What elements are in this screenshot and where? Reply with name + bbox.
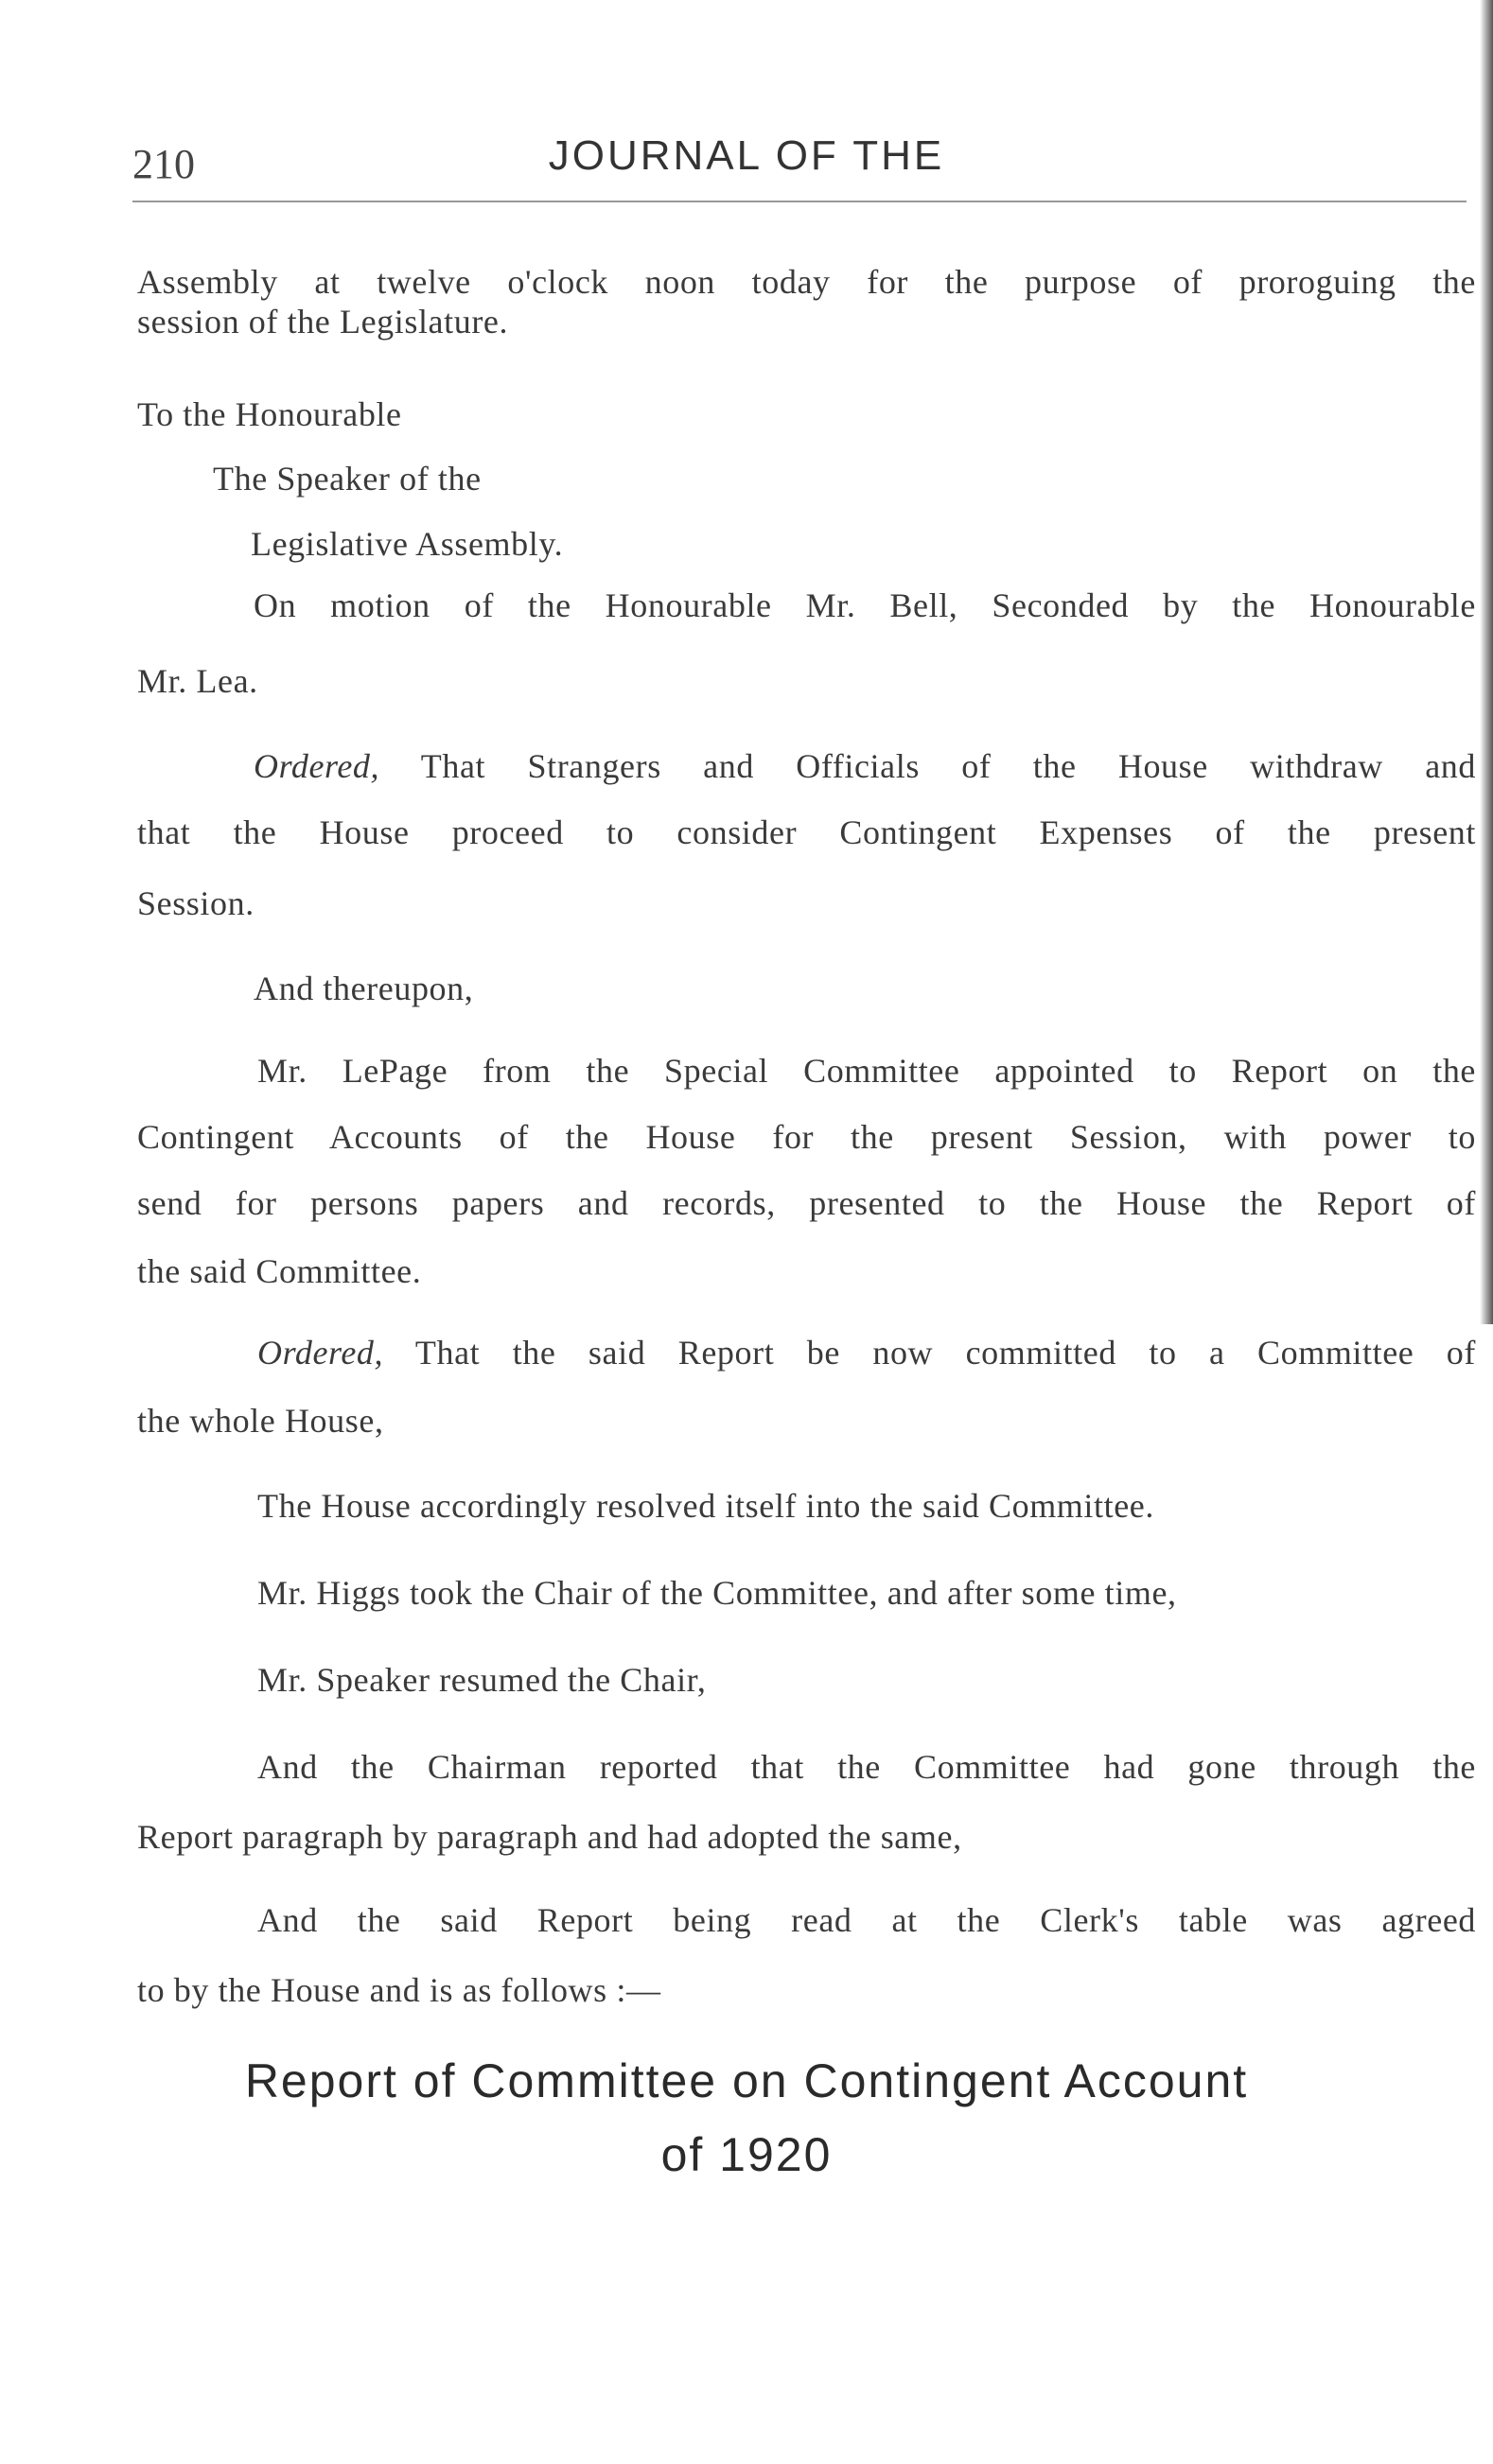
motion-line: Mr. Lea. [137,662,258,700]
body-line: Mr. Higgs took the Chair of the Committee, and after some time, [257,1574,1177,1612]
report-title-line: Report of Committee on Contingent Account [244,2054,1249,2107]
ordered-line: that the House proceed to consider Contingent Expenses of the present [137,813,1476,851]
ordered-lead: Ordered, [254,747,380,785]
running-head: JOURNAL OF THE [548,132,945,179]
ordered-line [257,1336,1476,1370]
body-line: Mr. Speaker resumed the Chair, [257,1661,707,1699]
read-line: And the said Report being read at the Clerk's table was agreed [257,1901,1476,1939]
chairman-line: Report paragraph by paragraph and had adopted the same, [137,1818,962,1856]
page-number: 210 [132,141,195,187]
body-line: Assembly at twelve o'clock noon today for the purpose of proroguing the [137,263,1476,301]
body-line: And thereupon, [254,970,474,1007]
ordered-line: Session. [137,884,255,922]
ordered-text: That Strangers and Officials of the House withdraw and [420,747,1477,785]
lepage-line: Mr. LePage from the Special Committee appointed to Report on the [257,1052,1476,1090]
body-line: The House accordingly resolved itself into the said Committee. [257,1487,1154,1525]
body-line: session of the Legislature. [137,303,509,341]
report-title-line: of 1920 [660,2128,833,2181]
ordered-lead: Ordered, [257,1334,384,1372]
chairman-line: And the Chairman reported that the Committee had gone through the [257,1748,1476,1786]
ordered-line [254,749,1476,783]
page-header [0,132,1493,199]
header-rule [132,201,1467,202]
address-line: The Speaker of the [213,460,482,498]
lepage-line: the said Committee. [137,1252,422,1290]
lepage-line: Contingent Accounts of the House for the present Session, with power to [137,1118,1476,1156]
address-line: Legislative Assembly. [251,525,564,563]
address-line: To the Honourable [137,395,402,433]
read-line: to by the House and is as follows :— [137,1971,661,2009]
lepage-line: send for persons papers and records, presented to the House the Report of [137,1184,1476,1222]
page-edge-shadow [1480,0,1493,1324]
ordered-line: the whole House, [137,1402,384,1440]
motion-line: On motion of the Honourable Mr. Bell, Seconded by the Honourable [254,586,1476,624]
ordered-text: That the said Report be now committed to a Committee of [414,1334,1476,1372]
